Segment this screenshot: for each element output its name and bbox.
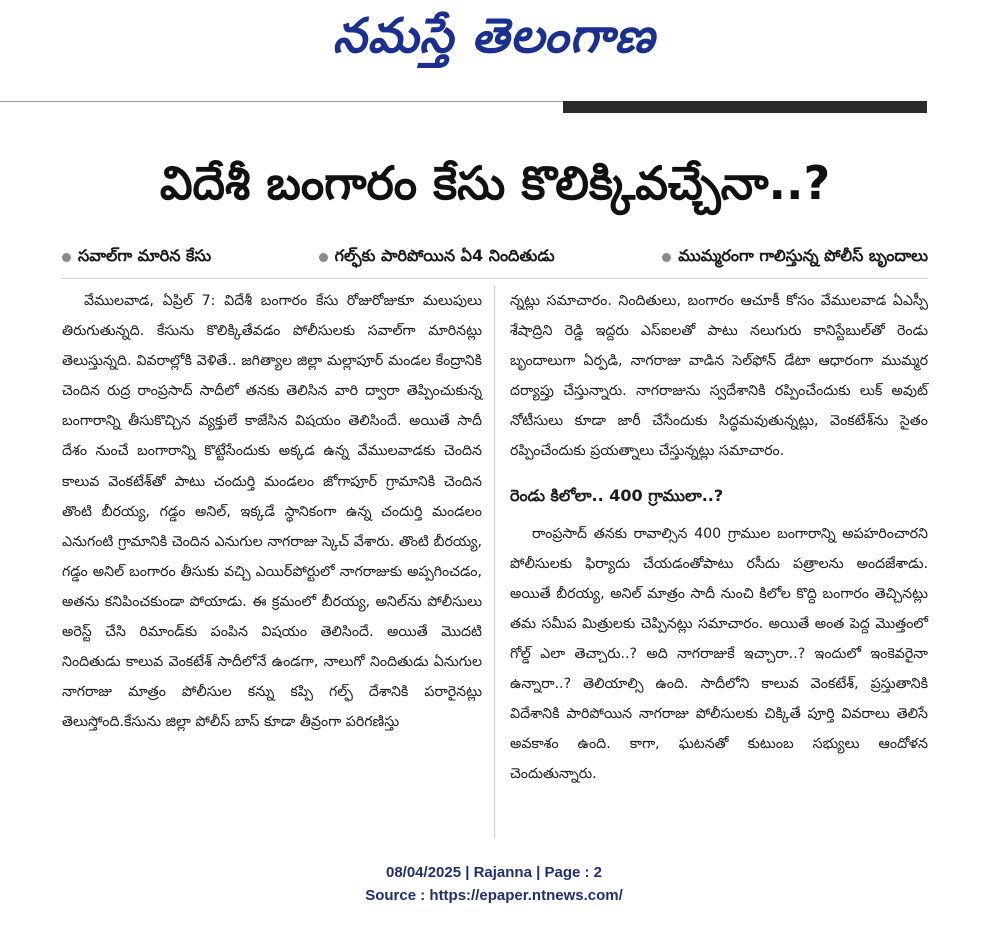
footer-edition-info: 08/04/2025 | Rajanna | Page : 2 — [385, 864, 602, 881]
masthead-rule — [0, 101, 563, 102]
subdeck-item — [62, 246, 211, 269]
subdeck-divider — [62, 278, 928, 279]
bullet-dot-icon — [662, 253, 671, 262]
headline: విదేశీ బంగారం కేసు కొలిక్కివచ్చేనా..? — [159, 156, 831, 210]
subdeck-item — [662, 246, 928, 269]
subdeck-text: ముమ్మరంగా గాలిస్తున్న పోలీస్‌ బృందాలు — [678, 245, 928, 265]
footer-source: Source : https://epaper.ntnews.com/ — [365, 887, 623, 904]
subdeck-text: గల్ఫ్‌కు పారిపోయిన ఏ4 నిందితుడు — [334, 245, 555, 265]
bullet-dot-icon — [319, 253, 328, 262]
article-column-right — [510, 286, 928, 789]
article-column-left — [62, 286, 482, 737]
article-paragraph: రాంప్రసాద్‌ తనకు రావాల్సిన 400 గ్రాముల బంగారాన్ని అపహరించారని పోలీసులకు ఫిర్యాదు చేయడంతోపాటు రసీదు పత్రాలను అందజేశాడు. అయితే బీరయ్య, అనిల్‌ మాత్రం సాదీ నుంచి కిలోల కొద్ది బంగారం తెచ్చినట్లు తమ సమీప మిత్రులకు చెప్పినట్లు సమాచారం. అయితే అంత పెద్ద మొత్తంలో గోల్డ్‌ ఎలా తెచ్చారు..? అది నాగరాజుకే ఇచ్చారా..? ఇందులో ఇంకెవరైనా ఉన్నారా..? తెలియాల్సి ఉంది. సాదీలోని కాలువ వెంకటేశ్‌, ప్రస్తుతానికి విదేశానికి పారిపోయిన నాగరాజు పోలీసులకు చిక్కితే పూర్తి వివరాలు తెలిసే అవకాశం ఉంది. కాగా, ఘటనతో కుటుంబ సభ్యులు ఆందోళన చెందుతున్నారు. — [510, 525, 928, 783]
article-subhead: రెండు కిలోలా.. 400 గ్రాములా..? — [510, 485, 724, 505]
masthead — [0, 0, 988, 112]
column-divider — [494, 285, 495, 838]
subdecks — [62, 239, 928, 275]
masthead-title: నమస్తే తెలంగాణ — [332, 8, 656, 64]
article-paragraph: వేములవాడ, ఏప్రిల్‌ 7: విదేశీ బంగారం కేసు రోజురోజుకూ మలుపులు తిరుగుతున్నది. కేసును కొలిక్కితేవడం పోలీసులకు సవాల్‌గా మారినట్లు తెలుస్తున్నది. వివరాల్లోకి వెళితే.. జగిత్యాల జిల్లా మల్లాపూర్‌ మండల కేంద్రానికి చెందిన రుద్ర రాంప్రసాద్‌ సాదీలో తనకు తెలిసిన వారి ద్వారా తెప్పించుకున్న బంగారాన్ని తీసుకొచ్చిన వ్యక్తులే కాజేసిన విషయం తెలిసిందే. అయితే సాదీ దేశం నుంచే బంగారాన్ని కొట్టేసేందుకు అక్కడ ఉన్న వేములవాడకు చెందిన కాలువ వెంకటేశ్‌తో పాటు చందుర్తి మండలం జోగాపూర్‌ గ్రామానికి చెందిన తొంటి బీరయ్య, గడ్డం అనిల్‌, ఇక్కడే స్థానికంగా ఉన్న చందుర్తి మండలం ఎనుగంటి గ్రామానికి చెందిన ఎనుగుల నాగరాజు స్కెచ్‌ వేశారు. తొంటి బీరయ్య, గడ్డం అనిల్‌ బంగారం తీసుకు వచ్చి ఎయిర్‌పోర్టులో నాగరాజుకు అప్పగించడం, అతను కనిపించకుండా పోయాడు. ఈ క్రమంలో బీరయ్య, అనిల్‌ను పోలీసులు అరెస్ట్‌ చేసి రిమాండ్‌కు పంపిన విషయం తెలిసిందే. అయితే మొదటి నిందితుడు కాలువ వెంకటేశ్‌ సాదీలోనే ఉండగా, నాలుగో నిందితుడు ఏనుగుల నాగరాజు మాత్రం పోలీసుల కన్ను కప్పి గల్ఫ్‌ దేశానికి పరారైనట్లు తెలుస్తోంది.కేసును జిల్లా పోలీస్‌ బాస్‌ కూడా తీవ్రంగా పరిగణిస్తు — [62, 293, 482, 731]
subdeck-item — [319, 246, 555, 269]
bullet-dot-icon — [62, 253, 71, 262]
subdeck-text: సవాల్‌గా మారిన కేసు — [78, 245, 212, 265]
article-paragraph: న్నట్లు సమాచారం. నిందితులు, బంగారం ఆచూకీ కోసం వేములవాడ ఏఎస్పీ శేషాద్రిని రెడ్డి ఇద్దరు ఎస్‌ఐలతో పాటు నలుగురు కానిస్టేబుల్‌తో రెండు బృందాలుగా ఏర్పడి, నాగరాజు వాడిన సెల్‌ఫోన్‌ డేటా ఆధారంగా ముమ్మర దర్యాప్తు చేస్తున్నారు. నాగరాజును స్వదేశానికి రప్పించేందుకు లుక్‌ అవుట్‌ నోటీసులు కూడా జారీ చేసేందుకు సిద్ధమవుతున్నట్లు, వెంకటేశ్‌ను సైతం రప్పించేందుకు ప్రయత్నాలు చేస్తున్నట్లు సమాచారం. — [510, 293, 928, 460]
masthead-bar — [563, 101, 927, 113]
